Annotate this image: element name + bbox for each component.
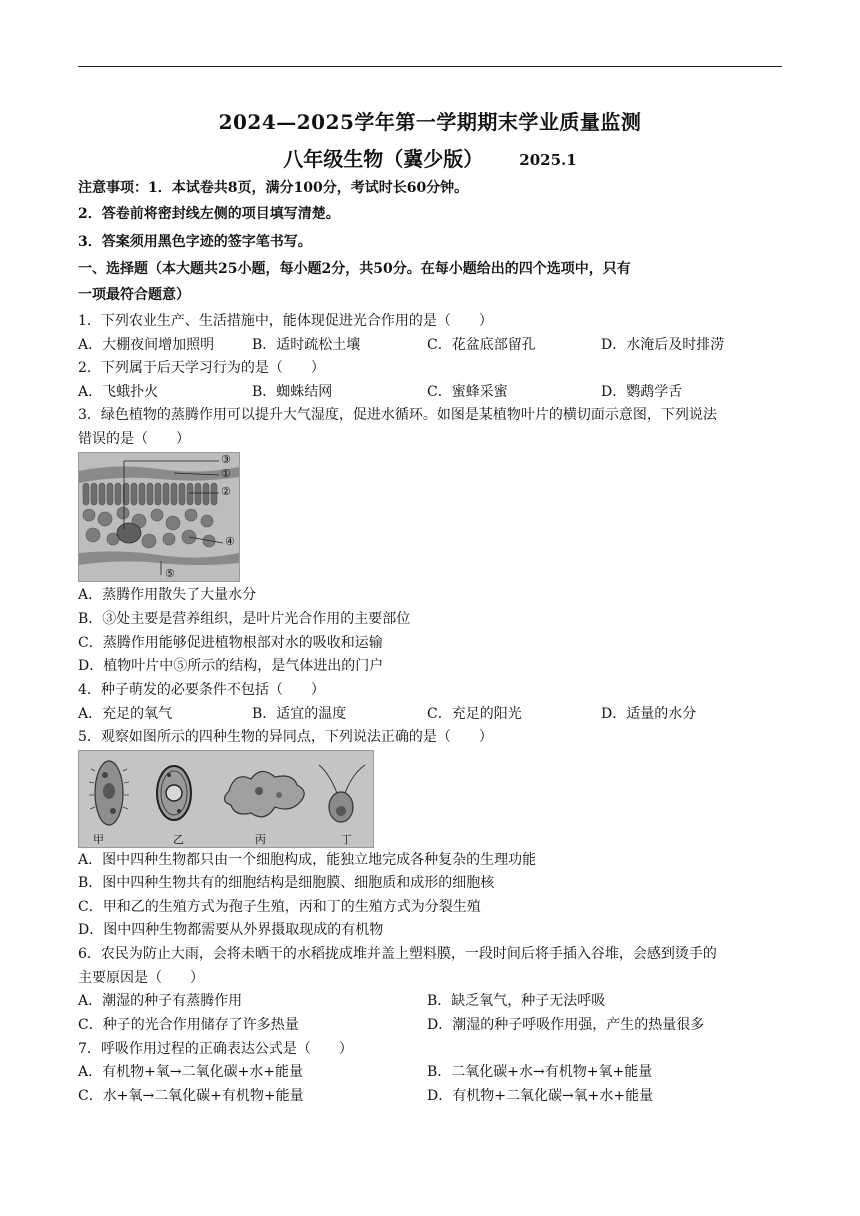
q3-option-a: A．蒸腾作用散失了大量水分 — [78, 587, 257, 603]
q1-stem: 1．下列农业生产、生活措施中，能体现促进光合作用的是（ ） — [78, 313, 493, 329]
q1-option-a: A．大棚夜间增加照明 — [78, 337, 215, 353]
note-3: 3．答案须用黑色字迹的签字笔书写。 — [78, 234, 312, 250]
q4-option-c: C．充足的阳光 — [427, 706, 522, 722]
exam-date: 2025.1 — [519, 151, 577, 169]
q6-stem-line2: 主要原因是（ ） — [78, 970, 204, 986]
q4-option-a: A．充足的氧气 — [78, 706, 173, 722]
q3-option-d: D．植物叶片中⑤所示的结构，是气体进出的门户 — [78, 658, 384, 674]
four-organisms-figure — [78, 750, 374, 848]
subject-label: 八年级生物（冀少版） — [283, 147, 484, 171]
q5-option-c: C．甲和乙的生殖方式为孢子生殖，丙和丁的生殖方式为分裂生殖 — [78, 899, 481, 915]
section-title-line1: 一、选择题（本大题共25小题，每小题2分，共50分。在每小题给出的四个选项中，只有 — [78, 261, 631, 277]
q3-stem-line2: 错误的是（ ） — [78, 431, 190, 447]
label-4: ④ — [225, 535, 235, 548]
q6-option-a: A．潮湿的种子有蒸腾作用 — [78, 993, 243, 1009]
q2-option-c: C．蜜蜂采蜜 — [427, 384, 508, 400]
label-bing: 丙 — [255, 833, 266, 846]
q7-stem: 7．呼吸作用过程的正确表达公式是（ ） — [78, 1041, 353, 1057]
q7-option-c: C．水+氧→二氧化碳+有机物+能量 — [78, 1088, 304, 1104]
leaf-cross-section-drawing — [79, 453, 239, 581]
q2-option-d: D．鹦鹉学舌 — [601, 384, 683, 400]
q3-option-c: C．蒸腾作用能够促进植物根部对水的吸收和运输 — [78, 635, 383, 651]
q5-stem: 5．观察如图所示的四种生物的异同点，下列说法正确的是（ ） — [78, 729, 493, 745]
q5-option-a: A．图中四种生物都只由一个细胞构成，能独立地完成各种复杂的生理功能 — [78, 852, 537, 868]
label-2: ② — [221, 485, 231, 498]
exam-subtitle — [0, 143, 860, 172]
q3-stem-line1: 3．绿色植物的蒸腾作用可以提升大气湿度，促进水循环。如图是某植物叶片的横切面示意图，下列说法 — [78, 407, 717, 423]
section-title-line2: 一项最符合题意） — [78, 287, 190, 303]
label-ding: 丁 — [341, 833, 352, 846]
q6-option-b: B．缺乏氧气，种子无法呼吸 — [427, 993, 606, 1009]
organism-yi — [157, 766, 191, 820]
q2-option-b: B．蜘蛛结网 — [252, 384, 333, 400]
header-rule — [78, 66, 782, 67]
q2-option-a: A．飞蛾扑火 — [78, 384, 159, 400]
label-3: ③ — [221, 453, 231, 466]
q4-option-b: B．适宜的温度 — [252, 706, 347, 722]
q1-option-d: D．水淹后及时排涝 — [601, 337, 725, 353]
q6-stem-line1: 6．农民为防止大雨，会将未晒干的水稻拢成堆并盖上塑料膜，一段时间后将手插入谷堆，会感到烫手的 — [78, 946, 717, 962]
exam-title: 2024—2025学年第一学期期末学业质量监测 — [218, 110, 642, 134]
label-5: ⑤ — [165, 567, 175, 580]
q4-stem: 4．种子萌发的必要条件不包括（ ） — [78, 682, 325, 698]
q3-option-b: B．③处主要是营养组织，是叶片光合作用的主要部位 — [78, 611, 411, 627]
q7-option-b: B．二氧化碳+水→有机物+氧+能量 — [427, 1064, 653, 1080]
q1-option-c: C．花盆底部留孔 — [427, 337, 536, 353]
leaf-cross-section-figure — [78, 452, 240, 582]
label-yi: 乙 — [173, 833, 184, 846]
q2-stem: 2．下列属于后天学习行为的是（ ） — [78, 360, 325, 376]
q6-option-c: C．种子的光合作用储存了许多热量 — [78, 1017, 299, 1033]
note-2: 2．答卷前将密封线左侧的项目填写清楚。 — [78, 206, 340, 222]
label-jia: 甲 — [93, 833, 104, 846]
q6-option-d: D．潮湿的种子呼吸作用强，产生的热量很多 — [427, 1017, 705, 1033]
label-1: ① — [221, 467, 231, 480]
q5-option-b: B．图中四种生物共有的细胞结构是细胞膜、细胞质和成形的细胞核 — [78, 875, 495, 891]
q1-option-b: B．适时疏松土壤 — [252, 337, 361, 353]
q7-option-a: A．有机物+氧→二氧化碳+水+能量 — [78, 1064, 304, 1080]
q5-option-d: D．图中四种生物都需要从外界摄取现成的有机物 — [78, 922, 384, 938]
organisms-drawing — [79, 751, 373, 847]
note-1: 注意事项：1．本试卷共8页，满分100分，考试时长60分钟。 — [78, 180, 469, 196]
q7-option-d: D．有机物+二氧化碳→氧+水+能量 — [427, 1088, 654, 1104]
q4-option-d: D．适量的水分 — [601, 706, 697, 722]
